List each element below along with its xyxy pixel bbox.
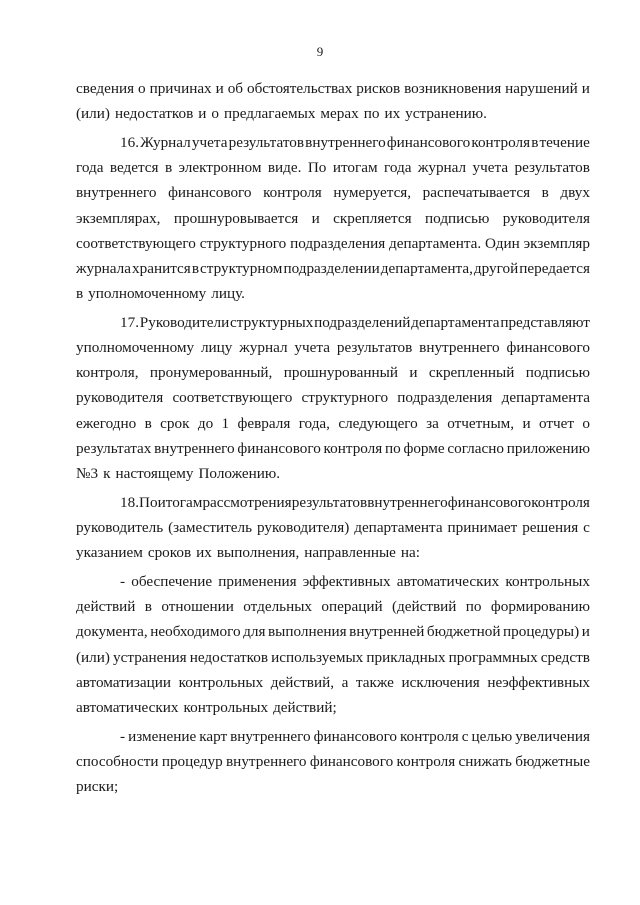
word: форме	[403, 439, 445, 457]
word: указанием	[76, 544, 143, 562]
word: Один	[485, 234, 520, 252]
word: учета	[191, 133, 228, 151]
word: итогам	[157, 493, 203, 511]
word: карт	[199, 727, 228, 745]
word: распечатывается	[422, 184, 531, 202]
word: и	[581, 80, 590, 97]
word: эффективных	[302, 572, 391, 590]
word: возникновения	[404, 80, 502, 97]
word: ежегодно	[76, 414, 137, 432]
word: увеличения	[515, 727, 590, 745]
text-line	[76, 774, 590, 799]
word: контроля	[471, 133, 531, 151]
text-line	[76, 490, 590, 515]
word: срок	[160, 414, 190, 432]
word: направленные	[304, 544, 396, 562]
word: способности	[76, 752, 159, 770]
word: приложению	[506, 439, 590, 457]
word: выполнения,	[216, 544, 300, 562]
word: по	[465, 598, 482, 616]
word: до	[197, 414, 214, 432]
paragraph	[76, 76, 590, 126]
word: лицу.	[211, 285, 245, 303]
word: сроков	[147, 544, 192, 562]
word: автоматизации	[76, 673, 172, 691]
word: в	[531, 133, 539, 151]
word: отношении	[161, 598, 234, 616]
word: о	[582, 414, 590, 432]
word: снижать	[458, 752, 512, 770]
word: и	[581, 623, 590, 641]
word: внутреннего	[76, 184, 157, 202]
word: департамента,	[380, 259, 473, 277]
word: прикладных	[366, 648, 446, 666]
word: экземплярах,	[76, 209, 161, 227]
word: изменение	[128, 727, 197, 745]
word: -	[120, 727, 126, 745]
word: контрольных	[183, 698, 269, 716]
page-number: 9	[316, 44, 324, 59]
word: течение	[539, 133, 590, 151]
word: февраля	[237, 414, 291, 432]
word: подразделения	[290, 234, 386, 252]
word: финансового	[237, 439, 321, 457]
word: результатов	[514, 159, 590, 177]
word: целью	[471, 727, 513, 745]
paragraph	[76, 724, 590, 800]
word: пронумерованный,	[149, 364, 273, 382]
word: прошнуровывается	[173, 209, 299, 227]
word: Руководители	[139, 313, 230, 331]
text-line	[76, 569, 590, 594]
word: неэффективных	[487, 673, 590, 691]
word: года	[76, 159, 104, 177]
document-body	[76, 76, 590, 799]
word: контрольных	[505, 572, 590, 590]
word: формированию	[490, 598, 590, 616]
word: и	[198, 105, 207, 123]
text-line	[76, 695, 590, 720]
word: подписью	[425, 209, 490, 227]
word: учета	[294, 339, 330, 357]
word: отдельных	[243, 598, 313, 616]
word: внутреннего	[305, 133, 386, 151]
word: руководителя)	[256, 518, 350, 536]
word: контроля,	[76, 364, 139, 382]
word: с	[583, 518, 590, 536]
word: (действий	[391, 598, 457, 616]
text-line	[76, 206, 590, 231]
word: Положению.	[198, 465, 281, 482]
word: виде.	[267, 159, 302, 177]
word: финансового	[506, 339, 590, 357]
word: необходимого	[150, 623, 241, 641]
word: документа,	[76, 623, 148, 641]
text-line	[76, 335, 590, 360]
word: контроля	[400, 727, 459, 745]
word: департамента	[411, 313, 500, 331]
word: лицу	[200, 339, 233, 357]
text-line	[76, 461, 590, 486]
word: устранению.	[405, 105, 487, 123]
word: программных	[448, 648, 538, 666]
word: №3	[76, 465, 99, 482]
word: внутреннего	[367, 493, 448, 511]
text-line	[76, 130, 590, 155]
word: контроля	[531, 493, 590, 511]
word: применения	[218, 572, 297, 590]
word: представляют	[500, 313, 590, 331]
word: выполнения	[268, 623, 347, 641]
word: действий;	[273, 698, 337, 716]
word: ведется	[109, 159, 159, 177]
word: контроля	[263, 184, 322, 202]
word: 1	[221, 414, 230, 432]
text-line	[76, 256, 590, 281]
word: журнал	[417, 159, 467, 177]
word: действий,	[270, 673, 334, 691]
word: мерах	[320, 105, 359, 123]
word: По	[307, 159, 327, 177]
word: процедур	[161, 752, 223, 770]
word: экземпляр	[523, 234, 590, 252]
word: используемых	[271, 648, 364, 666]
word: руководитель	[76, 518, 164, 536]
word: финансового	[386, 133, 471, 151]
word: предлагаемых	[223, 105, 316, 123]
word: хранится	[132, 259, 191, 277]
word: внутренней	[349, 623, 425, 641]
word: операций	[321, 598, 383, 616]
word: и	[311, 209, 320, 227]
text-line	[76, 76, 590, 101]
word: скрепленный	[428, 364, 515, 382]
word: в	[191, 259, 199, 277]
word: журнала	[76, 259, 132, 277]
word: бюджетной	[426, 623, 501, 641]
word: результатов	[291, 493, 368, 511]
word: -	[120, 572, 126, 590]
text-line	[76, 724, 590, 749]
paragraph	[76, 130, 590, 306]
word: рассмотрения	[202, 493, 292, 511]
word: 16.	[120, 133, 139, 151]
word: об	[227, 80, 244, 97]
word: настоящему	[115, 465, 194, 482]
word: прошнурованный	[283, 364, 398, 382]
text-line	[76, 594, 590, 619]
word: нарушений	[505, 80, 578, 97]
text-line	[76, 385, 590, 410]
word: сведения	[76, 80, 135, 97]
word: подписью	[525, 364, 590, 382]
word: финансового	[309, 752, 394, 770]
text-line	[76, 180, 590, 205]
word: недостатков	[189, 648, 269, 666]
text-line	[76, 540, 590, 565]
word: решения	[522, 518, 579, 536]
word: результатов	[228, 133, 305, 151]
word: подразделений	[314, 313, 411, 331]
word: недостатков	[114, 105, 194, 123]
word: (или)	[76, 105, 110, 123]
word: автоматических	[396, 572, 500, 590]
word: электронном	[178, 159, 262, 177]
word: скрепляется	[333, 209, 412, 227]
word: бюджетные	[515, 752, 590, 770]
word: обеспечение	[131, 572, 213, 590]
text-line	[76, 231, 590, 256]
text-line	[76, 411, 590, 436]
word: отчет	[538, 414, 574, 432]
word: к	[103, 465, 111, 482]
word: результатах	[76, 439, 152, 457]
word: подразделении	[283, 259, 380, 277]
word: руководителя	[76, 389, 164, 407]
paragraph	[76, 310, 590, 486]
word: двух	[560, 184, 590, 202]
word: департамента	[354, 518, 443, 536]
word: контроля	[323, 439, 383, 457]
word: в	[144, 598, 152, 616]
text-line	[76, 436, 590, 461]
word: внутреннего	[154, 439, 235, 457]
word: устранения	[113, 648, 187, 666]
word: согласно	[447, 439, 504, 457]
word: уполномоченному	[88, 285, 207, 303]
text-line	[76, 645, 590, 670]
word: о	[211, 105, 219, 123]
word: руководителя	[502, 209, 590, 227]
word: их	[196, 544, 212, 562]
word: и	[409, 364, 418, 382]
word: 18.	[120, 493, 139, 511]
word: передается	[519, 259, 590, 277]
word: журнал	[239, 339, 288, 357]
word: структурного	[199, 234, 287, 252]
word: контрольных	[178, 673, 264, 691]
word: соответствующего	[172, 389, 293, 407]
word: нумеруется,	[333, 184, 412, 202]
word: и	[522, 414, 531, 432]
word: в	[541, 184, 549, 202]
word: в	[144, 414, 152, 432]
word: 17.	[120, 313, 139, 331]
word: риски;	[76, 778, 119, 796]
paragraph	[76, 490, 590, 566]
text-line	[76, 155, 590, 180]
word: действий	[76, 598, 136, 616]
word: (или)	[76, 648, 110, 666]
word: по	[363, 105, 380, 123]
text-line	[76, 281, 590, 306]
word: причинах	[149, 80, 212, 97]
word: средств	[540, 648, 590, 666]
word: принимает	[447, 518, 518, 536]
word: контроля	[396, 752, 456, 770]
word: по	[385, 439, 401, 457]
word: следующего	[338, 414, 418, 432]
word: (заместитель	[168, 518, 253, 536]
word: также	[355, 673, 394, 691]
word: департамента	[501, 389, 590, 407]
word: финансового	[313, 727, 398, 745]
word: внутреннего	[419, 339, 500, 357]
word: рисков	[356, 80, 401, 97]
text-line	[76, 310, 590, 335]
word: уполномоченному	[76, 339, 195, 357]
word: для	[243, 623, 266, 641]
word: исключения	[401, 673, 480, 691]
word: процедуры)	[503, 623, 580, 641]
word: внутреннего	[230, 727, 311, 745]
word: учета	[472, 159, 509, 177]
text-line	[76, 101, 590, 126]
word: Журнал	[140, 133, 191, 151]
word: за	[426, 414, 439, 432]
word: По	[139, 493, 158, 511]
word: структурного	[301, 389, 389, 407]
word: соответствующего	[76, 234, 196, 252]
text-line	[76, 360, 590, 385]
word: года	[383, 159, 412, 177]
word: их	[384, 105, 401, 123]
text-line	[76, 515, 590, 540]
text-line	[76, 749, 590, 774]
word: департамента.	[389, 234, 482, 252]
word: на:	[400, 544, 420, 562]
word: финансового	[168, 184, 252, 202]
word: результатов	[336, 339, 413, 357]
word: финансового	[447, 493, 532, 511]
word: обстоятельствах	[246, 80, 353, 97]
word: о	[138, 80, 146, 97]
word: и	[215, 80, 224, 97]
word: подразделения	[397, 389, 493, 407]
word: в	[76, 285, 84, 303]
word: автоматических	[76, 698, 179, 716]
word: года,	[298, 414, 330, 432]
word: итогам	[332, 159, 378, 177]
text-line	[76, 619, 590, 644]
paragraph	[76, 569, 590, 720]
text-line	[76, 670, 590, 695]
word: другой	[473, 259, 519, 277]
word: в	[164, 159, 173, 177]
word: структурном	[200, 259, 283, 277]
word: структурных	[230, 313, 314, 331]
word: внутреннего	[226, 752, 307, 770]
word: отчетным,	[447, 414, 515, 432]
word: с	[461, 727, 469, 745]
word: а	[341, 673, 349, 691]
